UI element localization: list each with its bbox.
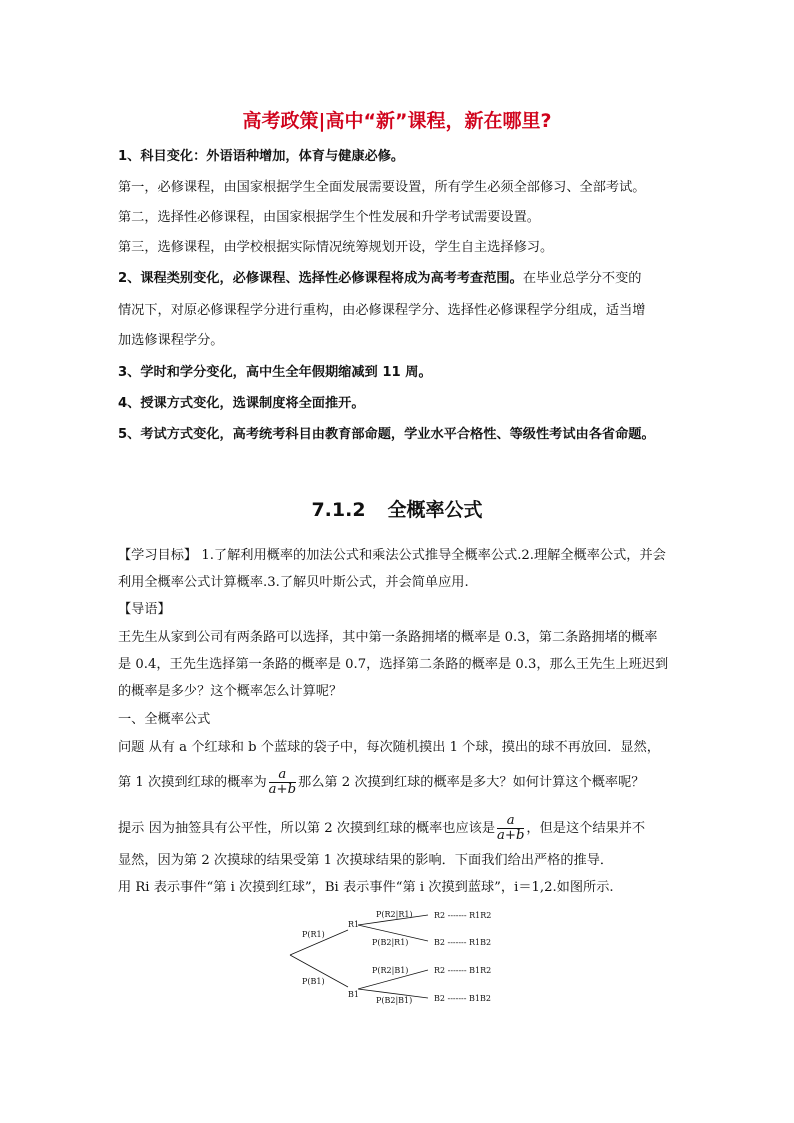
policy-item-2-line-1	[118, 271, 642, 287]
fraction-denominator: a+b	[268, 782, 297, 797]
section-heading	[0, 495, 794, 522]
policy-item-2-line-3: 加选修课程学分。	[118, 333, 224, 348]
hint-fraction-numerator: a	[497, 814, 524, 829]
part-1-heading: 一、全概率公式	[118, 712, 211, 727]
notation-line: 用 Ri 表示事件“第 i 次摸到红球”，Bi 表示事件“第 i 次摸到蓝球”，i＝1,2.如图所示.	[118, 880, 614, 895]
hint-text-after-fraction: ，但是这个结果并不	[526, 821, 646, 836]
policy-first: 第一，必修课程，由国家根据学生全面发展需要设置，所有学生必须全部修习、全部考试。	[118, 180, 646, 195]
node-r1: R1	[348, 920, 360, 929]
fraction-a-over-a-plus-b	[269, 768, 296, 797]
question-line-1: 问题 从有 a 个红球和 b 个蓝球的袋子中，每次随机摸出 1 个球，摸出的球不再放回．显然，	[118, 740, 660, 755]
policy-item-2-bold: 2、课程类别变化，必修课程、选择性必修课程将成为高考考查范围。	[118, 271, 523, 286]
intro-line-3: 的概率是多少？这个概率怎么计算呢？	[118, 684, 343, 699]
leaf-b1b2: B2 ------- B1B2	[434, 994, 491, 1003]
label-p-r2-given-b1: P(R2|B1)	[372, 966, 409, 975]
hint-line-2: 显然，因为第 2 次摸球的结果受第 1 次摸球结果的影响．下面我们给出严格的推导．	[118, 853, 614, 868]
label-p-r1: P(R1)	[302, 930, 325, 939]
label-p-r2-given-r1: P(R2|R1)	[376, 910, 413, 919]
question-text-after-fraction: 那么第 2 次摸到红球的概率是多大？如何计算这个概率呢？	[298, 775, 645, 790]
article-title: 高考政策|高中“新”课程，新在哪里?	[242, 110, 552, 132]
learning-goal-line-1: 【学习目标】 1.了解利用概率的加法公式和乘法公式推导全概率公式.2.理解全概率公式，并会	[118, 548, 666, 563]
policy-item-2-line-2: 情况下，对原必修课程学分进行重构，由必修课程学分、选择性必修课程学分组成，适当增	[118, 303, 646, 318]
leaf-b1r2: R2 ------- B1R2	[434, 966, 492, 975]
policy-item-2-rest: 在毕业总学分不变的	[522, 271, 642, 286]
policy-item-4: 4、授课方式变化，选课制度将全面推开。	[118, 396, 365, 411]
section-number: 7.1.2	[311, 499, 366, 521]
learning-goal-line-2: 利用全概率公式计算概率.3.了解贝叶斯公式，并会简单应用.	[118, 575, 469, 590]
hint-text-before-fraction: 提示 因为抽签具有公平性，所以第 2 次摸到红球的概率也应该是	[118, 821, 496, 836]
probability-tree-diagram	[280, 905, 520, 1005]
label-p-b2-given-r1: P(B2|R1)	[372, 938, 409, 947]
policy-second: 第二，选择性必修课程，由国家根据学生个性发展和升学考试需要设置。	[118, 210, 540, 225]
leaf-r1b2: B2 ------- R1B2	[434, 938, 492, 947]
leaf-r1r2: R2 ------- R1R2	[434, 911, 492, 920]
hint-line-1	[118, 814, 645, 844]
label-p-b2-given-b1: P(B2|B1)	[376, 996, 413, 1005]
intro-label: 【导语】	[118, 602, 171, 617]
node-b1: B1	[348, 990, 359, 999]
label-p-b1: P(B1)	[302, 977, 325, 986]
question-text-before-fraction: 第 1 次摸到红球的概率为	[118, 775, 267, 790]
section-title: 全概率公式	[387, 499, 483, 521]
fraction-numerator: a	[269, 768, 296, 783]
policy-item-5: 5、考试方式变化，高考统考科目由教育部命题，学业水平合格性、等级性考试由各省命题。	[118, 427, 655, 442]
question-line-2	[118, 768, 644, 798]
policy-third: 第三，选修课程，由学校根据实际情况统筹规划开设，学生自主选择修习。	[118, 240, 554, 255]
intro-line-2: 是 0.4，王先生选择第一条路的概率是 0.7，选择第二条路的概率是 0.3，那么王先生上班迟到	[118, 657, 669, 672]
policy-item-1: 1、科目变化：外语语种增加，体育与健康必修。	[118, 149, 405, 164]
intro-line-1: 王先生从家到公司有两条路可以选择，其中第一条路拥堵的概率是 0.3，第二条路拥堵的概率	[118, 630, 658, 645]
hint-fraction-denominator: a+b	[497, 828, 525, 843]
policy-item-3: 3、学时和学分变化，高中生全年假期缩减到 11 周。	[118, 365, 432, 380]
hint-fraction	[497, 814, 524, 843]
